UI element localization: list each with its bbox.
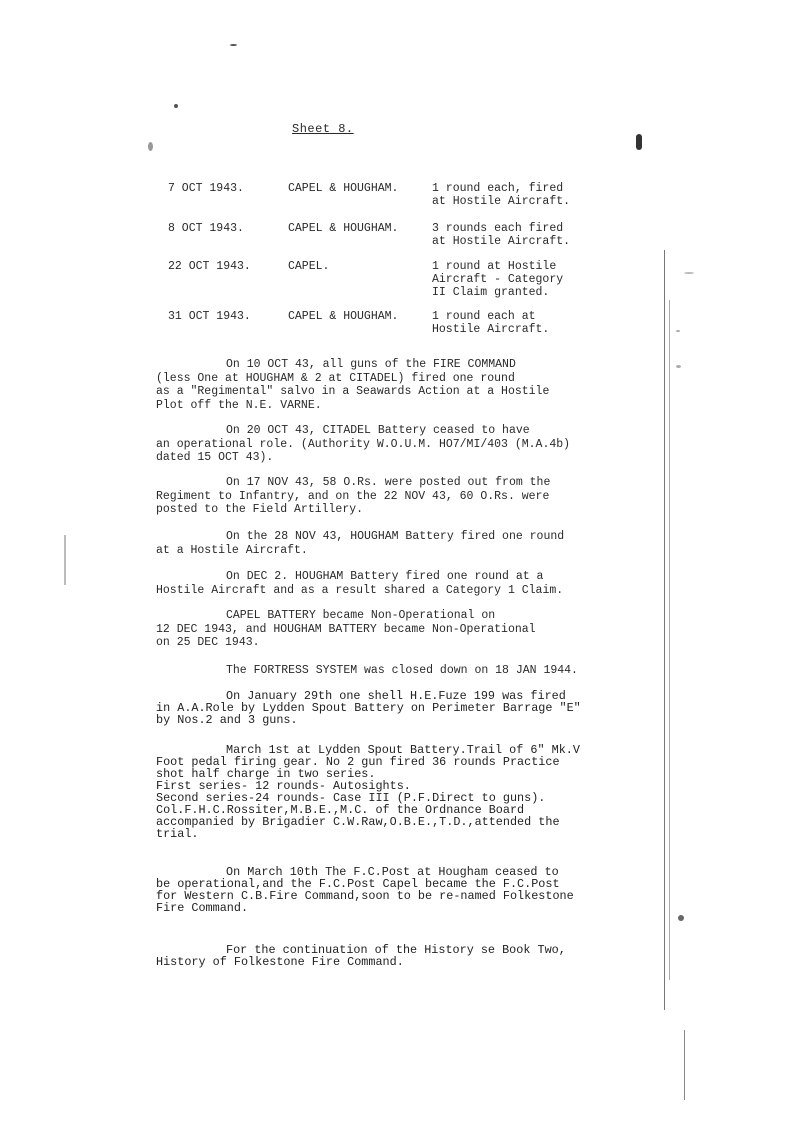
entry-place: CAPEL & HOUGHAM.: [288, 222, 399, 235]
entry-date: 7 OCT 1943.: [168, 182, 244, 195]
scan-speck: [174, 104, 178, 108]
sheet-heading: Sheet 8.: [292, 122, 354, 136]
scan-speck: [230, 44, 237, 46]
scan-speck: [684, 272, 694, 274]
scan-speck: [636, 134, 642, 150]
entry-description: 3 rounds each fired at Hostile Aircraft.: [432, 222, 571, 248]
page-edge-line: [664, 250, 665, 1010]
entry-date: 8 OCT 1943.: [168, 222, 244, 235]
scan-speck: [64, 535, 66, 585]
history-paragraph: CAPEL BATTERY became Non-Operational on 12 DEC 1943, and HOUGHAM BATTERY became Non-Operational on 25 DEC 1943.: [156, 609, 536, 649]
entry-description: 1 round at Hostile Aircraft - Category II Claim granted.: [432, 260, 564, 299]
history-paragraph: On the 28 NOV 43, HOUGHAM Battery fired one round at a Hostile Aircraft.: [156, 530, 565, 557]
history-paragraph: On January 29th one shell H.E.Fuze 199 was fired in A.A.Role by Lydden Spout Battery on Perimeter Barrage "E" by Nos.2 and 3 guns.: [156, 689, 581, 727]
entry-description: 1 round each at Hostile Aircraft.: [432, 310, 550, 336]
entry-date: 22 OCT 1943.: [168, 260, 251, 273]
entry-place: CAPEL.: [288, 260, 330, 273]
entry-place: CAPEL & HOUGHAM.: [288, 182, 399, 195]
scan-speck: [678, 915, 684, 921]
history-paragraph: For the continuation of the History se Book Two, History of Folkestone Fire Command.: [156, 943, 566, 969]
entry-place: CAPEL & HOUGHAM.: [288, 310, 399, 323]
entry-date: 31 OCT 1943.: [168, 310, 251, 323]
history-paragraph: March 1st at Lydden Spout Battery.Trail of 6" Mk.V Foot pedal firing gear. No 2 gun fired 36 rounds Practice shot half charge in two series. First series- 12 rounds- Autosights. Second series-24 rounds- Case III (P.F.Direct to guns). Col.F.H.C.Rossiter,M.B.E.,M.C. of the Ordnance Board accompanied by Brigadier C.W.Raw,O.B.E.,T.D.,attended the trial.: [156, 743, 580, 841]
page-edge-line: [669, 300, 670, 980]
scan-speck: [676, 330, 680, 332]
history-paragraph: On March 10th The F.C.Post at Hougham ceased to be operational,and the F.C.Post Capel became the F.C.Post for Western C.B.Fire Command,soon to be re-named Folkestone Fire Command.: [156, 865, 574, 915]
history-paragraph: The FORTRESS SYSTEM was closed down on 18 JAN 1944.: [226, 664, 578, 677]
history-paragraph: On 20 OCT 43, CITADEL Battery ceased to have an operational role. (Authority W.O.U.M. HO7/MI/403 (M.A.4b) dated 15 OCT 43).: [156, 424, 571, 464]
history-paragraph: On DEC 2. HOUGHAM Battery fired one round at a Hostile Aircraft and as a result shared a Category 1 Claim.: [156, 570, 564, 597]
page-edge-line: [684, 1030, 685, 1100]
entry-description: 1 round each, fired at Hostile Aircraft.: [432, 182, 571, 208]
scan-speck: [676, 365, 681, 368]
history-paragraph: On 17 NOV 43, 58 O.Rs. were posted out from the Regiment to Infantry, and on the 22 NOV 43, 60 O.Rs. were posted to the Field Artillery.: [156, 476, 551, 516]
scan-speck: [148, 142, 153, 151]
history-paragraph: On 10 OCT 43, all guns of the FIRE COMMAND (less One at HOUGHAM & 2 at CITADEL) fired one round as a "Regimental" salvo in a Seawards Action at a Hostile Plot off the N.E. VARNE.: [156, 358, 550, 412]
